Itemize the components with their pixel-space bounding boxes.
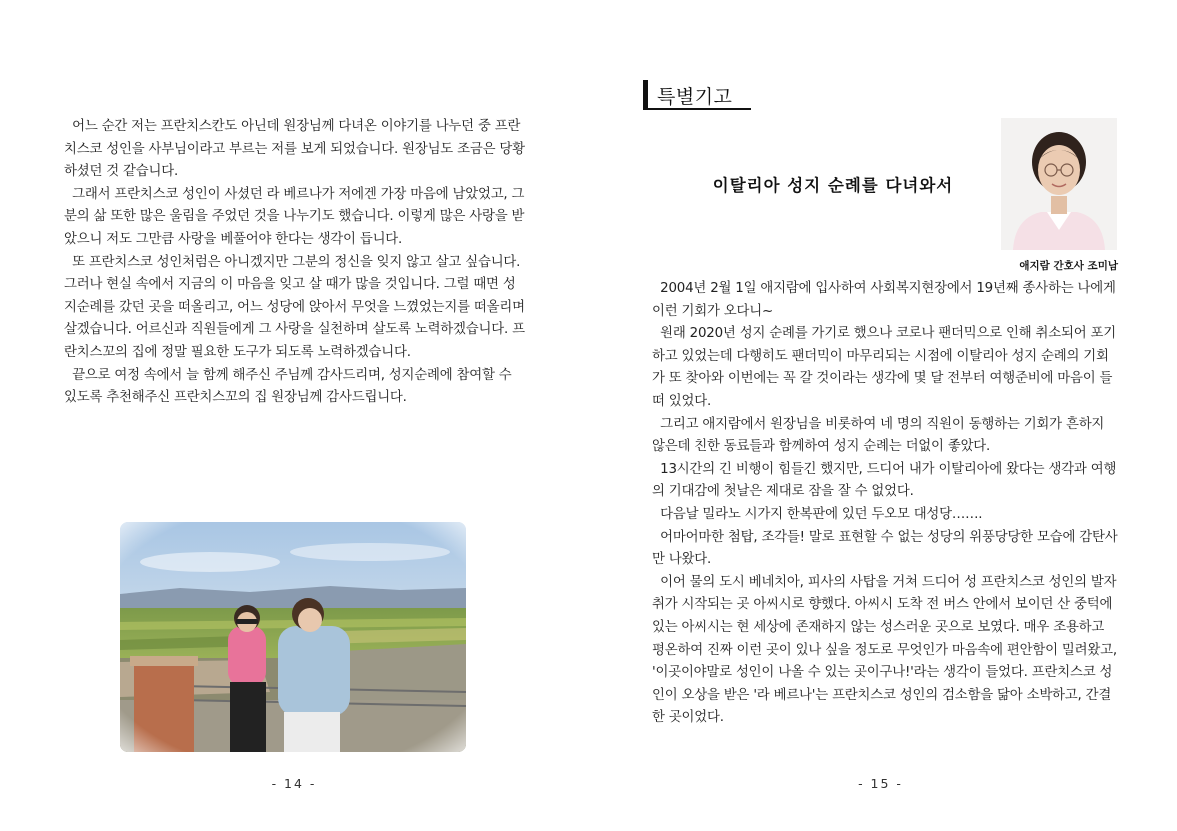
right-page xyxy=(588,0,1177,831)
pilgrimage-photo xyxy=(120,522,466,752)
paragraph: 다음날 밀라노 시가지 한복판에 있던 두오모 대성당……. xyxy=(652,506,983,522)
paragraph: 그래서 프란치스코 성인이 사셨던 라 베르나가 저에겐 가장 마음에 남았었고, 그분의 삶 또한 많은 울림을 주었던 것을 나누기도 했습니다. 이렇게 많은 사랑을 받았으니 저도 그만큼 사랑을 베풀어야 한다는 생각이 듭니다. xyxy=(64,186,525,247)
paragraph: 그리고 애지람에서 원장님을 비롯하여 네 명의 직원이 동행하는 기회가 흔하지 않은데 친한 동료들과 함께하여 성지 순례는 더없이 좋았다. xyxy=(652,416,1109,455)
page-number: - 15 - xyxy=(858,776,903,791)
paragraph: 13시간의 긴 비행이 힘들긴 했지만, 드디어 내가 이탈리아에 왔다는 생각과 여행의 기대감에 첫날은 제대로 잠을 잘 수 없었다. xyxy=(652,461,1117,500)
paragraph: 이어 물의 도시 베네치아, 피사의 사탑을 거쳐 드디어 성 프란치스코 성인의 발자취가 시작되는 곳 아씨시로 향했다. 아씨시 도착 전 버스 안에서 보이던 산 중턱에 있는 아씨시는 현 세상에 존재하지 않는 성스러운 곳으로 보였다. 매우 조용하고 평온하여 진짜 이런 곳이 있나 싶을 정도로 무엇인가 마음속에 편안함이 밀려왔고, '이곳이야말로 성인이 나올 수 있는 곳이구나!'라는 생각이 들었다. 프란치스코 성인이 오상을 받은 '라 베르나'는 프란치스코 성인의 검소함을 닮아 소박하고, 간결한 곳이었다. xyxy=(652,574,1121,726)
section-tag-label: 특별기고 xyxy=(657,86,733,108)
paragraph: 2004년 2월 1일 애지람에 입사하여 사회복지현장에서 19년째 종사하는 나에게 이런 기회가 오다니~ xyxy=(652,281,1120,319)
page-number: - 14 - xyxy=(271,776,317,791)
right-body-text xyxy=(652,278,1121,730)
paragraph: 어느 순간 저는 프란치스칸도 아닌데 원장님께 다녀온 이야기를 나누던 중 프란치스코 성인을 사부님이라고 부르는 저를 보게 되었습니다. 원장님도 조금은 당황하셨던 것 같습니다. xyxy=(64,119,525,180)
article-title: 이탈리아 성지 순례를 다녀와서 xyxy=(712,176,954,195)
left-page xyxy=(0,0,588,831)
paragraph: 원래 2020년 성지 순례를 가기로 했으나 코로나 팬더믹으로 인해 취소되어 포기하고 있었는데 다행히도 팬더믹이 마무리되는 시점에 이탈리아 성지 순례의 기회가 또 찾아와 이번에는 꼭 갈 것이라는 생각에 몇 달 전부터 여행준비에 마음이 들떠 있었다. xyxy=(652,326,1117,409)
author-portrait xyxy=(1001,118,1117,250)
author-caption: 애지람 간호사 조미남 xyxy=(1019,260,1118,272)
left-body-text xyxy=(64,116,529,410)
paragraph: 끝으로 여정 속에서 늘 함께 해주신 주님께 감사드리며, 성지순례에 참여할 수 있도록 추천해주신 프란치스꼬의 집 원장님께 감사드립니다. xyxy=(64,367,516,406)
paragraph: 어마어마한 첨탑, 조각들! 말로 표현할 수 없는 성당의 위풍당당한 모습에 감탄사만 나왔다. xyxy=(652,529,1118,568)
section-tag xyxy=(643,80,751,110)
paragraph: 또 프란치스코 성인처럼은 아니겠지만 그분의 정신을 잊지 않고 살고 싶습니다. 그러나 현실 속에서 지금의 이 마음을 잊고 살 때가 많을 것입니다. 그럴 때면 성지순례를 갔던 곳을 떠올리고, 어느 성당에 앉아서 무엇을 느꼈었는지를 떠올리며 살겠습니다. 어르신과 직원들에게 그 사랑을 실천하며 살도록 노력하겠습니다. 프란치스꼬의 집에 정말 필요한 도구가 되도록 노력하겠습니다. xyxy=(64,254,529,360)
